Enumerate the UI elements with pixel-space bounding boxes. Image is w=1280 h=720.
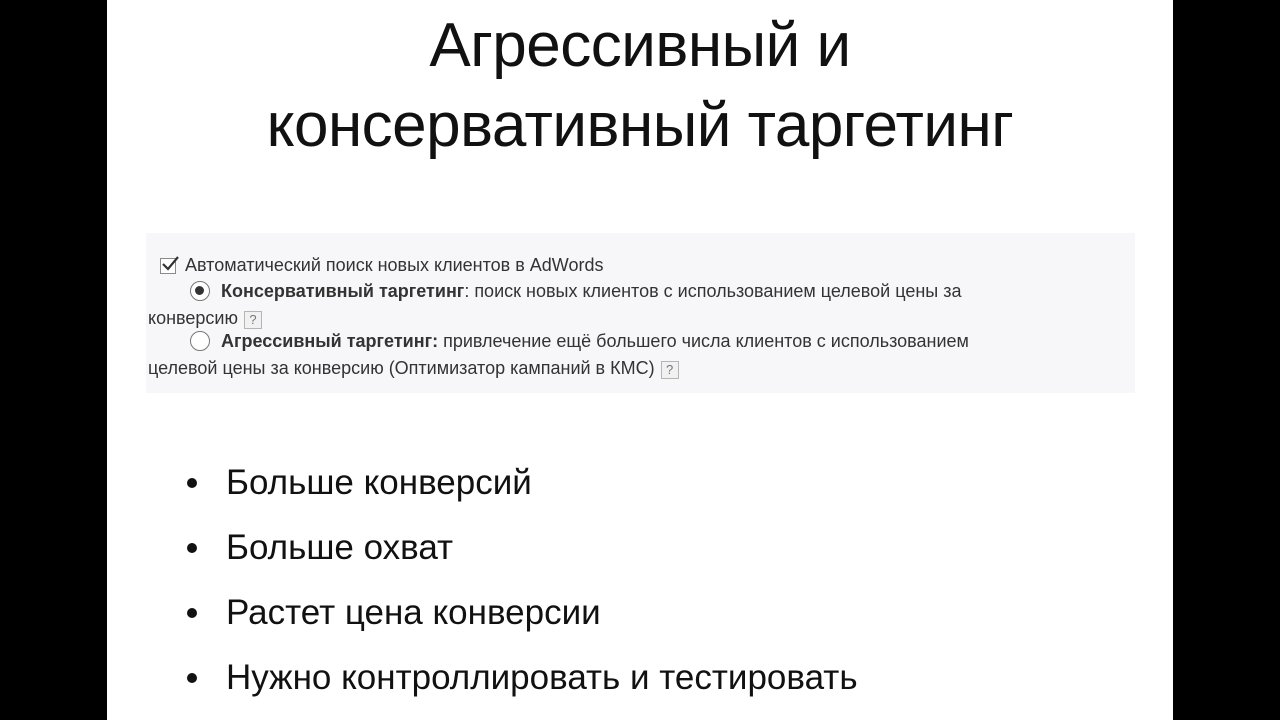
slide-title <box>107 6 1173 166</box>
conservative-description-1: : поиск новых клиентов с использованием целевой цены за <box>464 281 962 301</box>
conservative-radio[interactable] <box>190 281 210 301</box>
bullet-item <box>187 645 858 710</box>
conservative-description-2: конверсию <box>148 308 238 328</box>
aggressive-title: Агрессивный таргетинг: <box>221 331 439 351</box>
bullet-item <box>187 580 858 645</box>
bullet-dot-icon <box>187 673 197 683</box>
bullet-item <box>187 450 858 515</box>
bullet-text: Растет цена конверсии <box>226 593 601 632</box>
conservative-help-icon[interactable]: ? <box>244 311 262 329</box>
aggressive-targeting-option[interactable] <box>148 328 1110 382</box>
bullet-dot-icon <box>187 543 197 553</box>
aggressive-help-icon[interactable]: ? <box>661 361 679 379</box>
bullet-dot-icon <box>187 478 197 488</box>
checkmark-icon <box>160 254 180 274</box>
slide-title-line-1: Агрессивный и <box>429 11 851 80</box>
aggressive-radio[interactable] <box>190 331 210 351</box>
auto-search-label: Автоматический поиск новых клиентов в AdWords <box>185 255 604 275</box>
conservative-title: Консервативный таргетинг <box>221 281 465 301</box>
slide <box>107 0 1173 720</box>
auto-search-checkbox[interactable] <box>160 258 176 274</box>
auto-search-row[interactable] <box>160 255 604 276</box>
bullet-list <box>187 450 858 710</box>
bullet-text: Больше конверсий <box>226 463 532 502</box>
slide-title-line-2: консервативный таргетинг <box>266 91 1014 160</box>
bullet-dot-icon <box>187 608 197 618</box>
aggressive-description-1: привлечение ещё большего числа клиентов с использованием <box>438 331 969 351</box>
bullet-item <box>187 515 858 580</box>
bullet-text: Нужно контроллировать и тестировать <box>226 658 858 697</box>
conservative-targeting-option[interactable] <box>148 278 1110 332</box>
bullet-text: Больше охват <box>226 528 454 567</box>
targeting-settings-panel <box>146 233 1135 393</box>
aggressive-description-2: целевой цены за конверсию (Оптимизатор кампаний в КМС) <box>148 358 655 378</box>
